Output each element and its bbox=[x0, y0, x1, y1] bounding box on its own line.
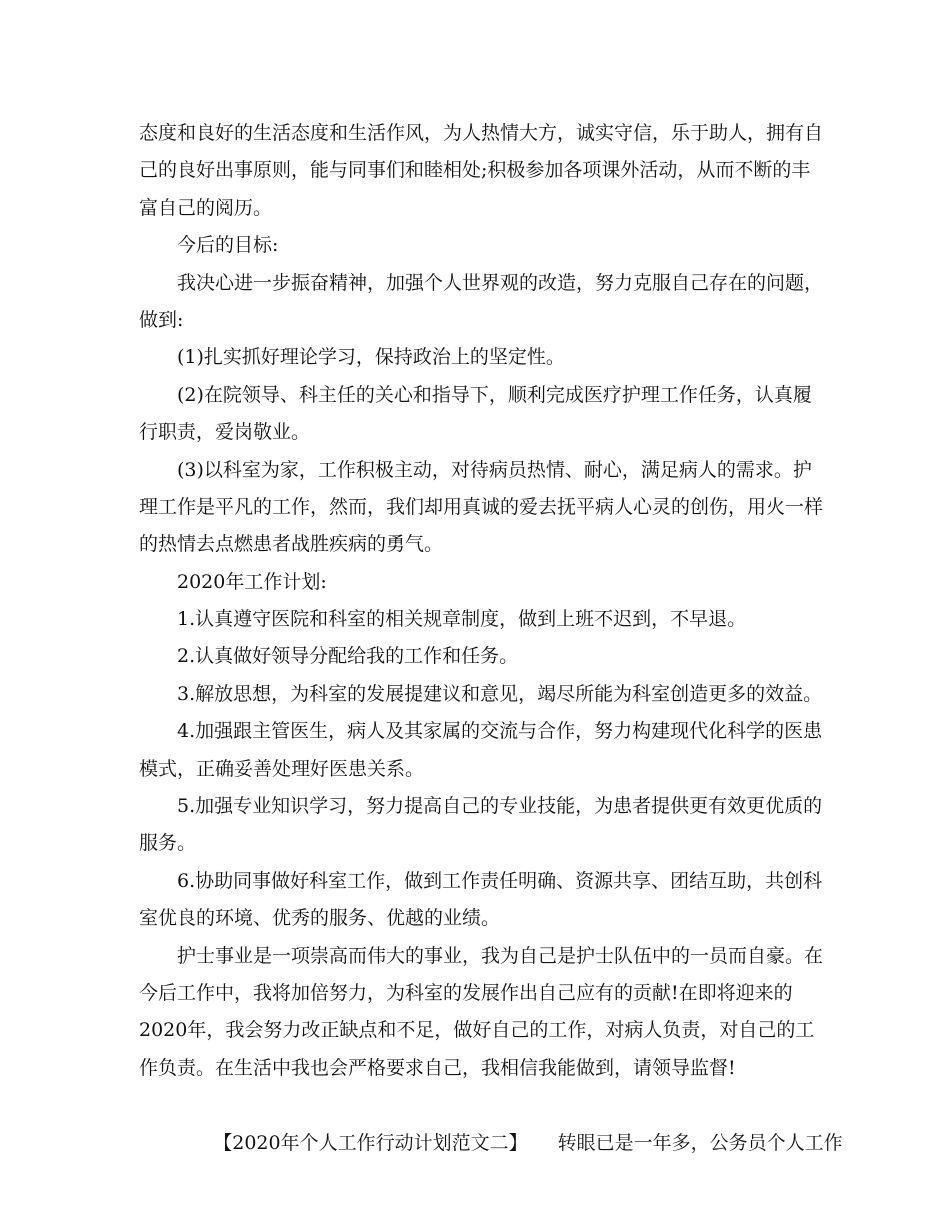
text-line: 态度和良好的生活态度和生活作风，为人热情大方，诚实守信，乐于助人，拥有自 bbox=[139, 122, 824, 144]
text-line: 2020年，我会努力改正缺点和不足，做好自己的工作，对病人负责，对自己的工 bbox=[139, 1019, 815, 1042]
text-line: 今后工作中，我将加倍努力，为科室的发展作出自己应有的贡献!在即将迎来的 bbox=[139, 981, 793, 1004]
next-section-row bbox=[139, 1087, 843, 1154]
plan-item-5: 5.加强专业知识学习，努力提高自己的专业技能，为患者提供更有效更优质的 bbox=[177, 795, 823, 818]
text-line: 的热情去点燃患者战胜疾病的勇气。 bbox=[139, 533, 444, 556]
text-line: 行职责，爱岗敬业。 bbox=[139, 421, 311, 444]
plan-item-1: 1.认真遵守医院和科室的相关规章制度，做到上班不迟到，不早退。 bbox=[177, 608, 747, 631]
text-line: 作负责。在生活中我也会严格要求自己，我相信我能做到，请领导监督! bbox=[139, 1056, 736, 1079]
goal-item-1: (1)扎实抓好理论学习，保持政治上的坚定性。 bbox=[177, 346, 565, 369]
text-line: 己的良好出事原则，能与同事们和睦相处;积极参加各项课外活动，从而不断的丰 bbox=[139, 159, 811, 182]
closing-paragraph: 护士事业是一项崇高而伟大的事业，我为自己是护士队伍中的一员而自豪。在 bbox=[177, 944, 824, 967]
text-line: 模式，正确妥善处理好医患关系。 bbox=[139, 757, 425, 780]
section-heading-plan: 2020年工作计划: bbox=[177, 570, 327, 593]
section-heading-goals: 今后的目标: bbox=[177, 234, 279, 257]
text-line: 服务。 bbox=[139, 832, 197, 855]
plan-item-6: 6.协助同事做好科室工作，做到工作责任明确、资源共享、团结互助，共创科 bbox=[177, 869, 823, 892]
section-heading-sample-two: 【2020年个人工作行动计划范文二】 bbox=[213, 1131, 528, 1154]
plan-item-3: 3.解放思想，为科室的发展提建议和意见，竭尽所能为科室创造更多的效益。 bbox=[177, 682, 823, 705]
text-line: 转眼已是一年多，公务员个人工作 bbox=[557, 1131, 843, 1154]
plan-item-4: 4.加强跟主管医生，病人及其家属的交流与合作，努力构建现代化科学的医患 bbox=[177, 720, 823, 743]
plan-item-2: 2.认真做好领导分配给我的工作和任务。 bbox=[177, 645, 519, 668]
goal-item-2: (2)在院领导、科主任的关心和指导下，顺利完成医疗护理工作任务，认真履 bbox=[177, 383, 812, 406]
document-body bbox=[139, 115, 843, 1154]
text-line: 室优良的环境、优秀的服务、优越的业绩。 bbox=[139, 907, 501, 930]
text-line: 做到: bbox=[139, 308, 184, 331]
text-line: 富自己的阅历。 bbox=[139, 196, 273, 219]
goal-item-3: (3)以科室为家，工作积极主动，对待病员热情、耐心，满足病人的需求。护 bbox=[177, 458, 812, 481]
text-line: 我决心进一步振奋精神，加强个人世界观的改造，努力克服自己存在的问题， bbox=[177, 271, 824, 294]
text-line: 理工作是平凡的工作，然而，我们却用真诚的爱去抚平病人心灵的创伤，用火一样 bbox=[139, 495, 824, 518]
